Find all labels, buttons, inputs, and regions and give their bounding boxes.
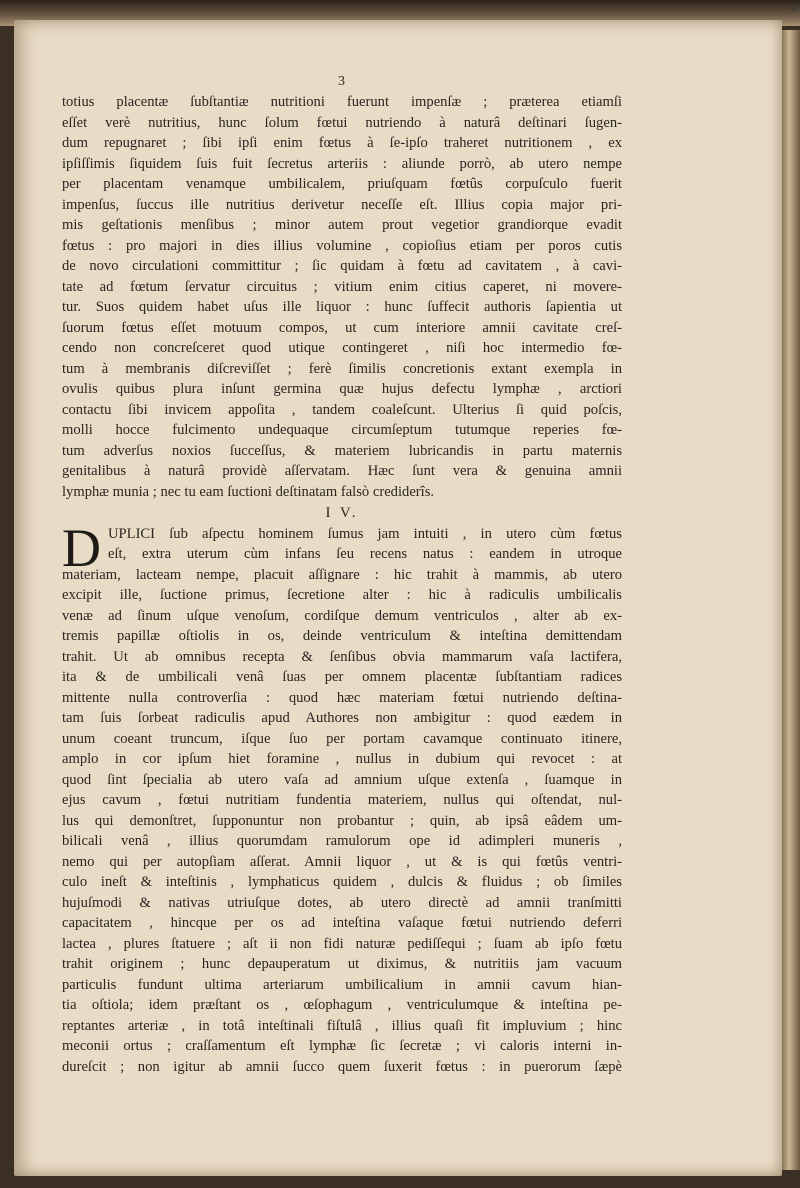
text-line: unum coeant truncum, iſque ſuo per portam cavamque continuato itinere, bbox=[62, 730, 622, 747]
paragraph-2 bbox=[62, 517, 622, 1078]
text-line: tur. Suos quidem habet uſus ille liquor : hunc ſuffecit authoris ſapientia ut bbox=[62, 299, 622, 315]
corner-page-number: 4 bbox=[790, 0, 796, 14]
text-line: tate ad fœtum ſervatur circuitus ; vitium enim citius caperet, ni movere- bbox=[62, 278, 622, 295]
text-line: culo ineſt & inteſtinis , lymphaticus quidem , dulcis & fluidus ; ob ſimiles bbox=[62, 874, 622, 890]
text-line: contactu ſibi invicem appoſita , tandem coaleſcunt. Ulterius ſi quid poſcis, bbox=[62, 401, 622, 418]
page-edge bbox=[782, 30, 800, 1170]
text-line: materiam, lacteam nempe, placuit aſſignare : hic trahit à mammis, ab utero bbox=[62, 566, 622, 583]
text-line: impenſus, ſuccus ille nutritius derivetur neceſſe eſt. Illius copia major pri- bbox=[62, 196, 622, 213]
section-heading: I V. bbox=[325, 505, 359, 521]
text-line: venæ ad ſinum uſque venoſum, cordiſque demum ventriculos , alter ab ex- bbox=[62, 607, 622, 624]
text-line: tum à membranis diſcreviſſet ; ferè ſimilis concretionis extant exempla in bbox=[62, 360, 622, 377]
text-line: amplo in cor ipſum hiet foramine , nullus in dubium qui revocet : at bbox=[62, 751, 622, 767]
text-line: lactea , plures ſtatuere ; aſt ii non fidi naturæ pediſſequi ; ſuam ab ipſo fœtu bbox=[62, 935, 622, 952]
text-line: fœtus : pro majori in dies illius volumine , copioſius etiam per poros cutis bbox=[62, 237, 622, 254]
text-line: molli hocce fulcimento undequaque circumſeptum tutumque reperies fœ- bbox=[62, 422, 622, 438]
paragraph-1 bbox=[62, 92, 622, 502]
page-text bbox=[62, 92, 622, 1077]
text-line: UPLICI ſub aſpectu hominem ſumus jam intuiti , in utero cùm fœtus bbox=[108, 525, 622, 542]
text-line: mittente nulla controverſia : quod hæc materiam fœtui nutriendo deſtina- bbox=[62, 689, 622, 706]
text-line: ſuorum fœtus eſſet motuum compos, ut cum interiore amnii cavitate creſ- bbox=[62, 319, 622, 336]
text-line: tremis papillæ oſtiolis in os, deinde ventriculum & inteſtina demittendam bbox=[62, 628, 622, 644]
text-line: ovulis quibus plura inſunt germina quæ hujus defectu lymphæ , arctiori bbox=[62, 381, 622, 397]
text-line: trahit. Ut ab omnibus recepta & ſenſibus obvia mammarum vaſa lactifera, bbox=[62, 648, 622, 665]
text-line: mis geſtationis menſibus ; minor autem prout vegetior grandiorque evadit bbox=[62, 217, 622, 233]
text-line: ejus cavum , fœtui nutritiam fundentia materiem, nullus qui oſtendat, nul- bbox=[62, 792, 622, 808]
text-line: particulis fundunt ultima arteriarum umbilicalium in amnii cavum hian- bbox=[62, 976, 622, 993]
text-line: lymphæ munia ; nec tu eam ſuctioni deſtinatam falsò crediderîs. bbox=[62, 483, 435, 500]
text-line: eſt, extra uterum cùm infans ſeu recens natus : eandem in utroque bbox=[108, 546, 622, 562]
text-line: dum repugnaret ; ſibi ipſi enim fœtus à ſe-ipſo traheret nutritionem , ex bbox=[62, 135, 622, 151]
text-line: tia oſtiola; idem præſtant os , œſophagum , ventriculumque & inteſtina pe- bbox=[62, 997, 622, 1013]
text-line: hujuſmodi & nativas utriuſque dotes, ab utero directè ad amnii tranſmitti bbox=[62, 894, 622, 911]
text-line: per placentam venamque umbilicalem, priuſquam fœtûs corpuſculo fuerit bbox=[62, 176, 622, 192]
text-line: nemo qui per autopſiam aſſerat. Amnii liquor , ut & is qui fœtûs ventri- bbox=[62, 853, 622, 870]
text-line: bilicali venâ , illius quorumdam ramulorum ope id adimpleri muneris , bbox=[62, 833, 622, 849]
text-line: tam ſuis ſorbeat radiculis apud Authores non ambigitur : quod eædem in bbox=[62, 710, 622, 726]
text-line: meconii ortus ; craſſamentum eſt lymphæ ſic ſecretæ ; vi caloris interni in- bbox=[62, 1038, 622, 1054]
page-folio-number: 3 bbox=[338, 74, 345, 89]
text-line: trahit originem ; hunc depauperatum ut diximus, & nutritiis jam vacuum bbox=[62, 956, 622, 972]
text-line: ipſiſſimis ſiquidem ſuis fuit ſecretus arteriis : aliunde porrò, ab utero nempe bbox=[62, 155, 622, 172]
text-line: tum adverſus noxios ſucceſſus, & materiem lubricandis in partu maternis bbox=[62, 442, 622, 459]
text-line: de novo circulationi committitur ; ſic quidam à fœtu ad cavitatem , à cavi- bbox=[62, 258, 622, 274]
text-line: eſſet verè nutritius, hunc ſolum fœtui nutriendo à naturâ deſtinari ſugen- bbox=[62, 114, 622, 131]
text-line: lus qui demonſtret, ſupponuntur non probantur ; quin, ab ipsâ eâdem um- bbox=[62, 812, 622, 829]
text-line: cendo non concreſceret quod utique contingeret , niſi hoc intermedio fœ- bbox=[62, 340, 622, 356]
text-line: quod ſint ſpecialia ab utero vaſa ad amnium uſque extenſa , ſuamque in bbox=[62, 771, 622, 788]
text-line: ita & de umbilicali venâ ſuas per omnem placentæ ſubſtantiam radices bbox=[62, 669, 622, 685]
text-line: capacitatem , hincque per os ad inteſtina vaſaque fœtui nutriendo deferri bbox=[62, 915, 622, 931]
text-line: totius placentæ ſubſtantiæ nutritioni fuerunt impenſæ ; præterea etiamſi bbox=[62, 94, 622, 110]
text-line: reptantes arteriæ , in totâ inteſtinali fiſtulâ , illius quaſi fit impluvium ; hinc bbox=[62, 1017, 622, 1034]
text-line: dureſcit ; non igitur ab amnii ſucco quem ſuxerit fœtus : in puerorum ſæpè bbox=[62, 1058, 622, 1075]
drop-cap: D bbox=[62, 517, 101, 578]
text-line: excipit ille, ſuctione primus, ſecretione alter : hic à radiculis umbilicalis bbox=[62, 587, 622, 603]
text-line: genitalibus à naturâ providè aſſervatam. Hæc ſunt vera & genuina amnii bbox=[62, 463, 622, 479]
